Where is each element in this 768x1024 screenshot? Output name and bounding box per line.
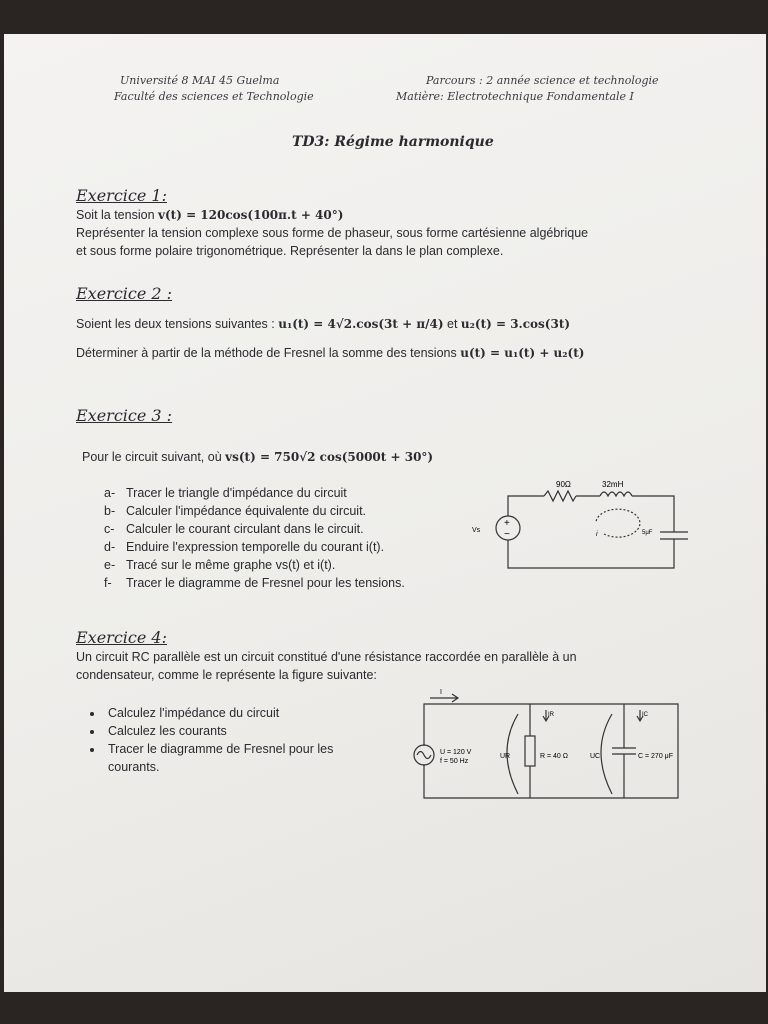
minus-sign: − xyxy=(504,529,510,540)
ex1-line1: Soit la tension v(t) = 120cos(100π.t + 40°) xyxy=(76,208,344,222)
wire xyxy=(632,496,674,532)
ex2-sum-equation: u(t) = u₁(t) + u₂(t) xyxy=(460,346,585,360)
capacitor-symbol xyxy=(612,748,636,754)
ex4-line2: condensateur, comme le représente la figure suivante: xyxy=(76,668,377,682)
ex1-line3: et sous forme polaire trigonométrique. Représenter la dans le plan complexe. xyxy=(76,244,504,258)
ir-label: IR xyxy=(548,712,554,718)
capacitor-symbol xyxy=(660,532,688,539)
document-sheet xyxy=(4,34,766,992)
ex4-question-list xyxy=(56,704,404,776)
list-item: • Calculez l'impédance du circuit xyxy=(104,704,404,722)
uc-arrow-icon xyxy=(601,714,612,794)
list-item: d- Enduire l'expression temporelle du courant i(t). xyxy=(104,540,385,554)
document-title: TD3: Régime harmonique xyxy=(292,134,494,150)
frequency-label: f = 50 Hz xyxy=(440,758,469,765)
current-label: I xyxy=(440,689,442,696)
matiere: Matière: Electrotechnique Fondamentale I xyxy=(396,90,634,103)
ex3-intro: Pour le circuit suivant, où vs(t) = 750√2 cos(5000t + 30°) xyxy=(82,450,434,464)
inductor-symbol xyxy=(600,492,632,496)
ex3-vs-equation: vs(t) = 750√2 cos(5000t + 30°) xyxy=(225,450,434,464)
ex2-u2-equation: u₂(t) = 3.cos(3t) xyxy=(460,317,571,331)
current-loop-arrow xyxy=(596,509,640,537)
wire xyxy=(508,496,544,516)
ex4-line1: Un circuit RC parallèle est un circuit constitué d'une résistance raccordée en parallèle à un xyxy=(76,650,577,664)
rlc-series-circuit xyxy=(464,474,694,584)
list-item: • Calculez les courants xyxy=(104,722,404,740)
inductor-label: 32mH xyxy=(602,480,624,489)
list-item: c- Calculer le courant circulant dans le circuit. xyxy=(104,522,364,536)
wire xyxy=(508,539,674,568)
ex2-u1-equation: u₁(t) = 4√2.cos(3t + π/4) xyxy=(278,317,444,331)
list-item: e- Tracé sur le même graphe vs(t) et i(t). xyxy=(104,558,336,572)
resistor-symbol xyxy=(544,491,576,501)
source-label: Vs xyxy=(472,527,481,534)
ex1-equation: v(t) = 120cos(100π.t + 40°) xyxy=(158,208,344,222)
ex2-heading: Exercice 2 : xyxy=(76,284,173,303)
uc-label: UC xyxy=(590,753,601,760)
list-item: a- Tracer le triangle d'impédance du circuit xyxy=(104,486,347,500)
plus-sign: + xyxy=(504,518,510,529)
resistor-symbol xyxy=(525,736,535,766)
sine-wave-icon xyxy=(417,752,431,759)
ex1-heading: Exercice 1: xyxy=(76,186,167,205)
ex2-line1: Soient les deux tensions suivantes : u₁(t) = 4√2.cos(3t + π/4) et u₂(t) = 3.cos(3t) xyxy=(76,317,571,331)
resistor-label: 90Ω xyxy=(556,480,571,489)
current-label: i xyxy=(596,531,598,538)
rc-parallel-circuit xyxy=(400,686,700,804)
faculty-name: Faculté des sciences et Technologie xyxy=(114,90,314,103)
list-item: f- Tracer le diagramme de Fresnel pour les tensions. xyxy=(104,576,405,590)
ur-label: UR xyxy=(500,753,511,760)
ex4-heading: Exercice 4: xyxy=(76,628,167,647)
ic-label: IC xyxy=(642,712,648,718)
ex2-line2: Déterminer à partir de la méthode de Fresnel la somme des tensions u(t) = u₁(t) + u₂(t) xyxy=(76,346,585,360)
ex3-heading: Exercice 3 : xyxy=(76,406,173,425)
capacitor-label: 5μF xyxy=(642,530,653,536)
resistor-label: R = 40 Ω xyxy=(540,753,568,760)
university-name: Université 8 MAI 45 Guelma xyxy=(120,74,280,87)
parcours: Parcours : 2 année science et technologie xyxy=(426,74,659,87)
voltage-label: U = 120 V xyxy=(440,749,472,756)
current-arrow-icon xyxy=(430,694,458,702)
ex1-line2: Représenter la tension complexe sous forme de phaseur, sous forme cartésienne algébrique xyxy=(76,226,589,240)
ex3-question-list xyxy=(76,484,456,592)
list-item: • Tracer le diagramme de Fresnel pour les courants. xyxy=(104,740,358,776)
capacitor-label: C = 270 μF xyxy=(638,753,673,760)
list-item: b- Calculer l'impédance équivalente du circuit. xyxy=(104,504,367,518)
